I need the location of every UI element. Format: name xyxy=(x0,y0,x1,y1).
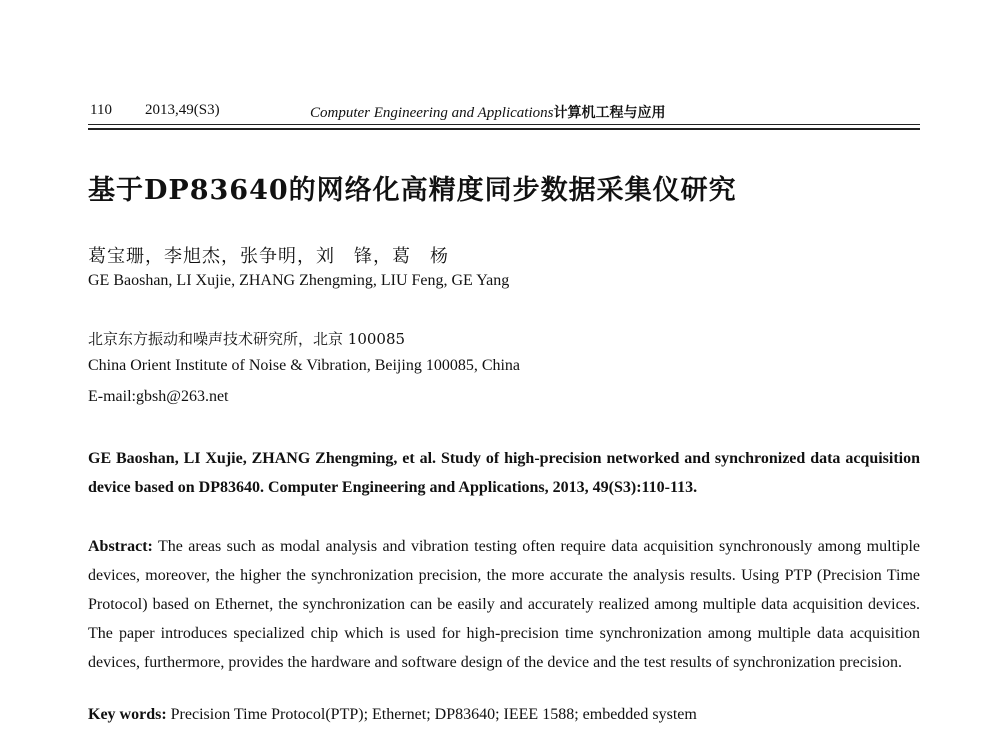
keywords-text: Precision Time Protocol(PTP); Ethernet; DP83640; IEEE 1588; embedded system xyxy=(170,706,697,723)
journal-name-en: Computer Engineering and Applications xyxy=(310,105,554,121)
page-number: 110 xyxy=(90,102,112,118)
keywords xyxy=(88,706,920,724)
abstract-text: The areas such as modal analysis and vibration testing often require data acquisition synchronously among multiple devices, moreover, the higher the synchronization precision, the more accurate the analysis results. Using PTP (Precision Time Protocol) based on Ethernet, the synchronization can be easily and accurately realized among multiple data acquisition devices. The paper introduces specialized chip which is used for high-precision time synchronization among multiple data acquisition devices, furthermore, provides the hardware and software design of the device and the test results of synchronization precision. xyxy=(88,538,921,671)
running-header xyxy=(90,102,918,126)
abstract-label: Abstract: xyxy=(88,538,153,555)
header-rule-thick xyxy=(88,128,920,130)
journal-name xyxy=(310,102,665,122)
affiliation-en: China Orient Institute of Noise & Vibration, Beijing 100085, China xyxy=(88,357,521,374)
authors-en: GE Baoshan, LI Xujie, ZHANG Zhengming, LIU Feng, GE Yang xyxy=(88,272,510,289)
keywords-label: Key words: xyxy=(88,706,167,723)
header-rule-thin xyxy=(88,124,920,125)
email: E-mail:gbsh@263.net xyxy=(88,388,229,405)
journal-name-cn: 计算机工程与应用 xyxy=(553,105,666,121)
affiliation-cn: 北京东方振动和噪声技术研究所，北京 100085 xyxy=(88,330,406,348)
abstract xyxy=(88,532,920,677)
paper-title: 基于DP83640的网络化高精度同步数据采集仪研究 xyxy=(88,175,737,206)
authors-cn: 葛宝珊，李旭杰，张争明，刘 锋，葛 杨 xyxy=(88,246,449,267)
citation: GE Baoshan, LI Xujie, ZHANG Zhengming, et al. Study of high-precision networked and synchronized data acquisition device based on DP83640. Computer Engineering and Applications, 2013, 49(S3):110-113. xyxy=(88,450,920,496)
issue-info: 2013,49(S3) xyxy=(145,102,220,118)
